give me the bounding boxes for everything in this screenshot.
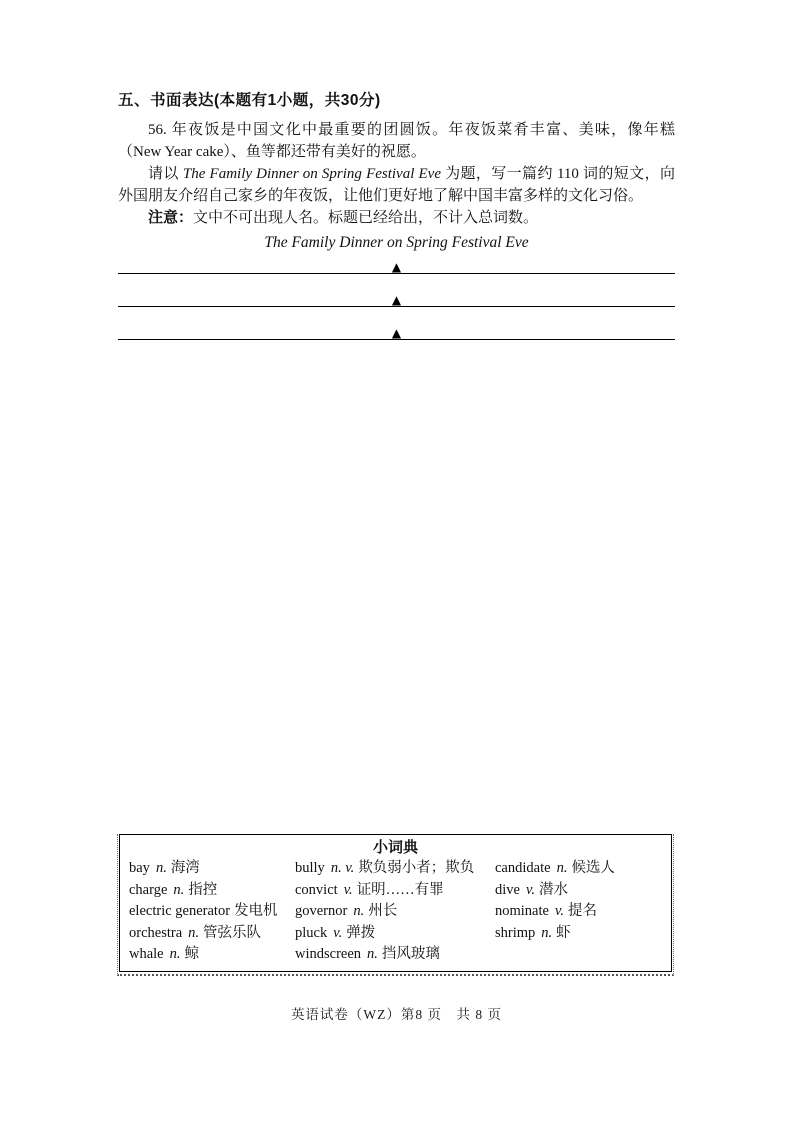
entry-word: nominate <box>495 903 549 919</box>
answer-marker-icon: ▲ <box>391 293 402 307</box>
entry-pos: v. <box>525 881 535 898</box>
entry-pos: v. <box>343 881 353 898</box>
section-heading: 五、书面表达(本题有1小题，共30分) <box>118 92 381 109</box>
entry-pos: n. <box>155 860 167 876</box>
answer-line-3 <box>118 307 675 340</box>
dictionary-entry <box>495 858 662 880</box>
entry-pos: v. <box>554 903 564 919</box>
entry-pos: n. <box>367 946 378 962</box>
note-line <box>118 207 675 229</box>
entry-word: dive <box>495 881 520 898</box>
essay-title: The Family Dinner on Spring Festival Eve <box>264 234 529 251</box>
task-suffix: 为题，写一篇约 110 词的短文，向外国朋友介绍自己家乡的年夜饭，让他们更好地了解中国丰富多样的文化习俗。 <box>118 166 675 204</box>
entry-pos: n. <box>353 903 365 919</box>
entry-word: windscreen <box>295 946 362 962</box>
dictionary-entry <box>129 923 291 945</box>
task-instructions <box>118 163 675 207</box>
entry-def: 挡风玻璃 <box>381 946 440 962</box>
entry-def: 海湾 <box>170 860 200 876</box>
task-prefix: 请以 <box>148 166 183 182</box>
entry-pos: n. <box>173 881 185 898</box>
dictionary-entry <box>495 901 662 923</box>
entry-def: 提名 <box>567 903 597 919</box>
dictionary-entry <box>129 901 291 923</box>
task-title-inline: The Family Dinner on Spring Festival Eve <box>182 166 441 182</box>
entry-def: 潜水 <box>538 881 568 898</box>
dictionary-title: 小词典 <box>372 839 418 856</box>
entry-def: 发电机 <box>234 903 278 919</box>
entry-word: bully <box>295 860 325 876</box>
entry-word: charge <box>129 881 168 898</box>
answer-marker-icon: ▲ <box>391 326 402 340</box>
entry-def: 证明……有罪 <box>356 881 444 898</box>
dictionary-entry-empty <box>495 944 662 966</box>
dictionary-entry <box>295 901 491 923</box>
dictionary-entry <box>495 923 662 945</box>
exam-content <box>118 91 675 340</box>
entry-pos: n. <box>169 946 181 962</box>
entry-word: pluck <box>295 924 328 941</box>
dictionary-entry <box>295 880 491 902</box>
dictionary-row <box>129 901 662 923</box>
dictionary-entry <box>129 858 291 880</box>
note-text: 文中不可出现人名。标题已经给出，不计入总词数。 <box>193 210 539 226</box>
entry-def: 鲸 <box>184 946 199 962</box>
dictionary-entry <box>129 880 291 902</box>
dictionary-row <box>129 944 662 966</box>
mini-dictionary <box>117 834 674 976</box>
entry-def: 指控 <box>188 881 218 898</box>
answer-line-2 <box>118 274 675 307</box>
entry-pos: n. v. <box>330 860 355 876</box>
entry-pos: n. <box>556 860 568 876</box>
entry-pos: n. <box>541 924 553 941</box>
entry-word: convict <box>295 881 338 898</box>
entry-word: electric generator <box>129 903 231 919</box>
answer-marker-icon: ▲ <box>391 260 402 274</box>
entry-word: shrimp <box>495 924 536 941</box>
entry-def: 候选人 <box>571 860 615 876</box>
dictionary-entry <box>495 880 662 902</box>
entry-word: candidate <box>495 860 551 876</box>
dictionary-entry <box>295 923 491 945</box>
entry-def: 虾 <box>556 924 571 941</box>
entry-word: governor <box>295 903 348 919</box>
answer-line-1 <box>118 254 675 274</box>
entry-word: whale <box>129 946 164 962</box>
page-footer: 英语试卷（WZ）第8 页 共 8 页 <box>290 1007 503 1022</box>
entry-def: 州长 <box>368 903 398 919</box>
dictionary-row <box>129 880 662 902</box>
question-text: 56. 年夜饭是中国文化中最重要的团圆饭。年夜饭菜肴丰富、美味，像年糕（New Year cake）、鱼等都还带有美好的祝愿。 <box>118 122 675 160</box>
dictionary-row <box>129 923 662 945</box>
entry-pos: n. <box>188 924 200 941</box>
dictionary-row <box>129 858 662 880</box>
entry-word: bay <box>129 860 150 876</box>
entry-def: 欺负弱小者；欺负 <box>358 860 475 876</box>
dictionary-entry <box>129 944 291 966</box>
answer-lines <box>118 254 675 340</box>
entry-def: 弹拨 <box>346 924 376 941</box>
entry-word: orchestra <box>129 924 183 941</box>
entry-def: 管弦乐队 <box>203 924 262 941</box>
dictionary-entry <box>295 858 491 880</box>
note-label: 注意： <box>148 209 194 226</box>
mini-dictionary-box <box>119 834 672 972</box>
entry-pos: v. <box>333 924 343 941</box>
dictionary-entry <box>295 944 491 966</box>
